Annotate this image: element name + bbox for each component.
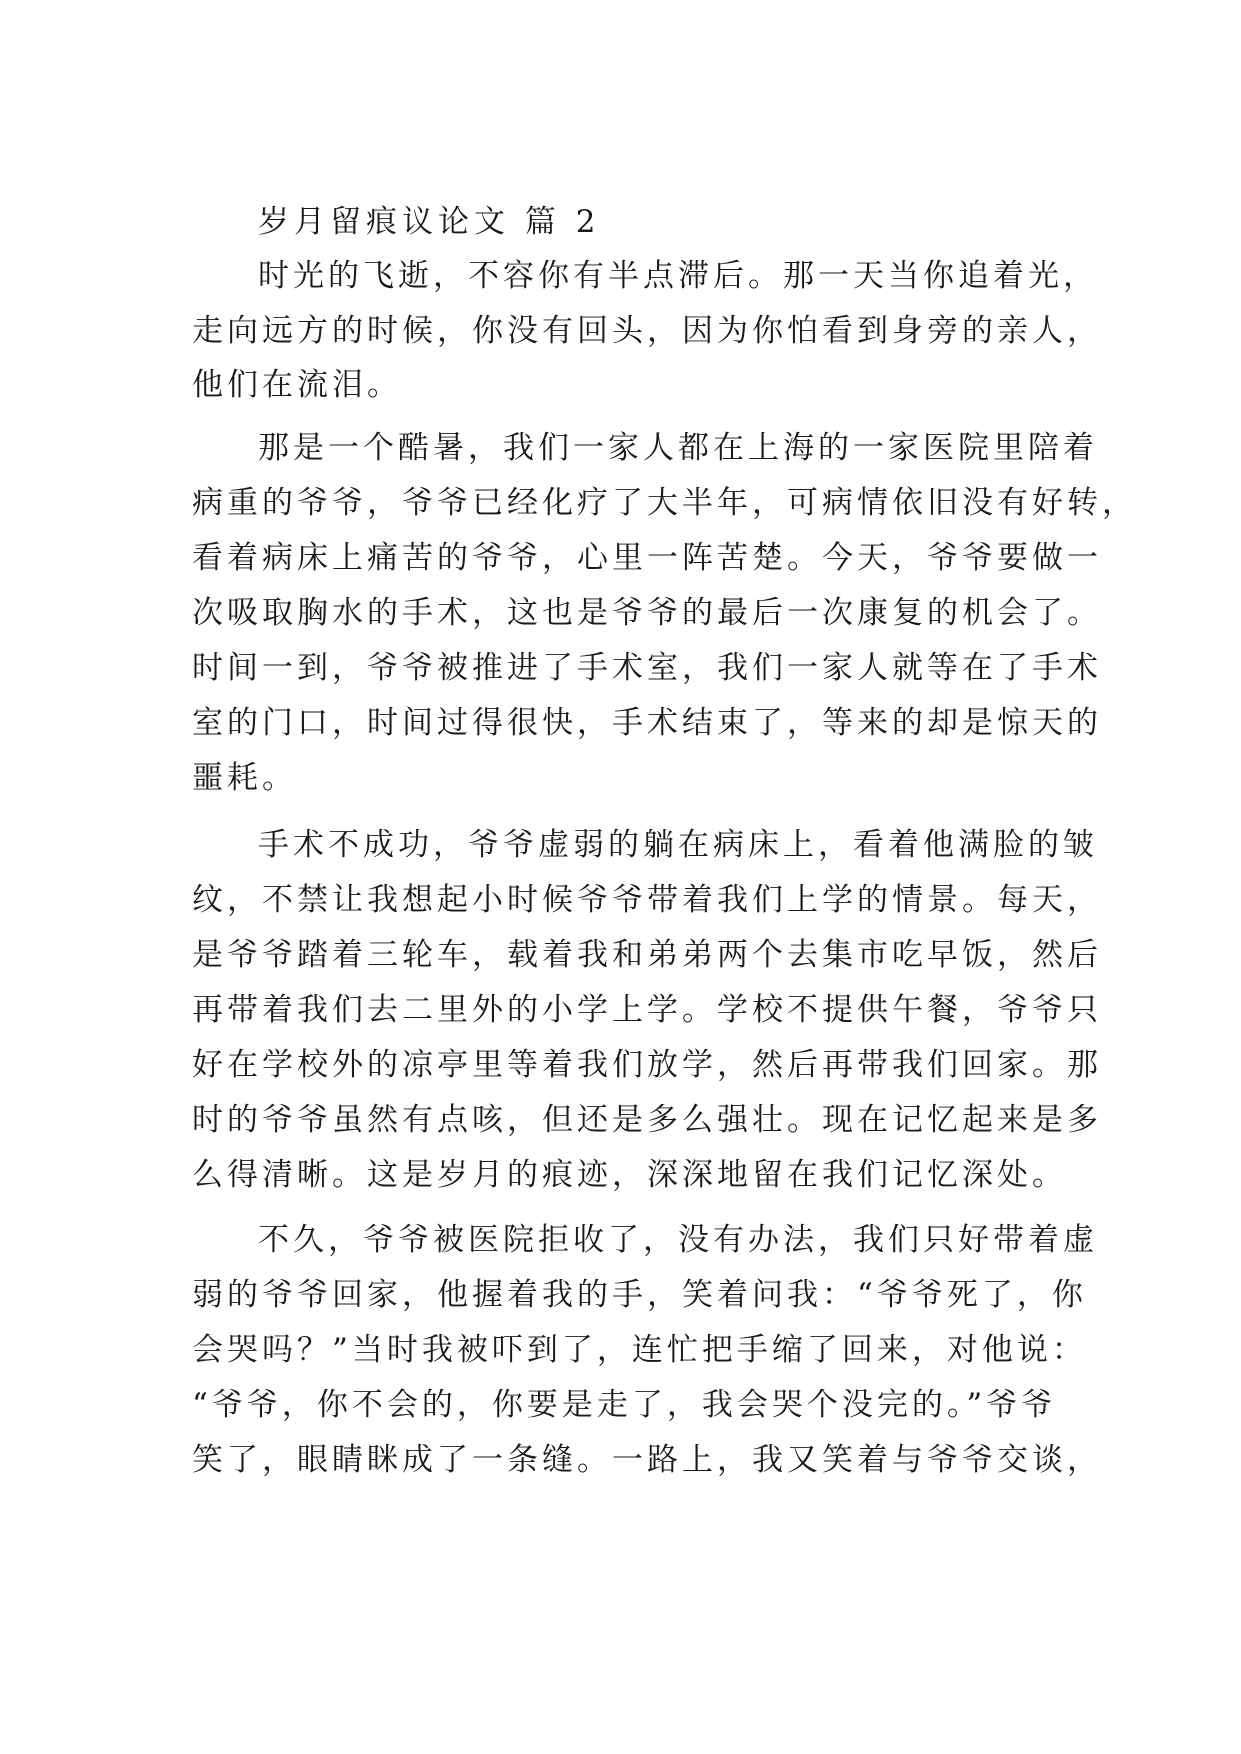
paragraph-2-line-3: 看着病床上痛苦的爷爷，心里一阵苦楚。今天，爷爷要做一 bbox=[192, 540, 1102, 576]
paragraph-3-line-6: 时的爷爷虽然有点咳，但还是多么强壮。现在记忆起来是多 bbox=[192, 1102, 1102, 1138]
paragraph-3-line-3: 是爷爷踏着三轮车，载着我和弟弟两个去集市吃早饭，然后 bbox=[192, 937, 1102, 973]
document-title: 岁月留痕议论文 篇 2 bbox=[258, 204, 601, 240]
paragraph-4-line-4: “爷爷，你不会的，你要是走了，我会哭个没完的。”爷爷 bbox=[192, 1387, 1057, 1423]
paragraph-3-line-5: 好在学校外的凉亭里等着我们放学，然后再带我们回家。那 bbox=[192, 1047, 1102, 1083]
paragraph-3-line-4: 再带着我们去二里外的小学上学。学校不提供午餐，爷爷只 bbox=[192, 992, 1102, 1028]
paragraph-3-line-1: 手术不成功，爷爷虚弱的躺在病床上，看着他满脸的皱 bbox=[258, 827, 1098, 863]
paragraph-2-line-1: 那是一个酷暑，我们一家人都在上海的一家医院里陪着 bbox=[258, 430, 1098, 466]
paragraph-4-line-3: 会哭吗？”当时我被吓到了，连忙把手缩了回来，对他说： bbox=[192, 1332, 1087, 1368]
paragraph-4-line-5: 笑了，眼睛眯成了一条缝。一路上，我又笑着与爷爷交谈， bbox=[192, 1442, 1102, 1478]
paragraph-3-line-2: 纹，不禁让我想起小时候爷爷带着我们上学的情景。每天， bbox=[192, 882, 1102, 918]
paragraph-2-line-6: 室的门口，时间过得很快，手术结束了，等来的却是惊天的 bbox=[192, 705, 1102, 741]
paragraph-1-line-1: 时光的飞逝，不容你有半点滞后。那一天当你追着光， bbox=[258, 258, 1098, 294]
paragraph-2-line-2: 病重的爷爷，爷爷已经化疗了大半年，可病情依旧没有好转， bbox=[192, 485, 1137, 521]
paragraph-4-line-2: 弱的爷爷回家，他握着我的手，笑着问我：“爷爷死了，你 bbox=[192, 1277, 1087, 1313]
paragraph-2-line-4: 次吸取胸水的手术，这也是爷爷的最后一次康复的机会了。 bbox=[192, 595, 1102, 631]
paragraph-2-line-5: 时间一到，爷爷被推进了手术室，我们一家人就等在了手术 bbox=[192, 650, 1102, 686]
paragraph-2-line-7: 噩耗。 bbox=[192, 760, 297, 796]
paragraph-3-line-7: 么得清晰。这是岁月的痕迹，深深地留在我们记忆深处。 bbox=[192, 1157, 1067, 1193]
paragraph-1-line-3: 他们在流泪。 bbox=[192, 367, 402, 403]
paragraph-4-line-1: 不久，爷爷被医院拒收了，没有办法，我们只好带着虚 bbox=[258, 1222, 1098, 1258]
paragraph-1-line-2: 走向远方的时候，你没有回头，因为你怕看到身旁的亲人， bbox=[192, 313, 1102, 349]
